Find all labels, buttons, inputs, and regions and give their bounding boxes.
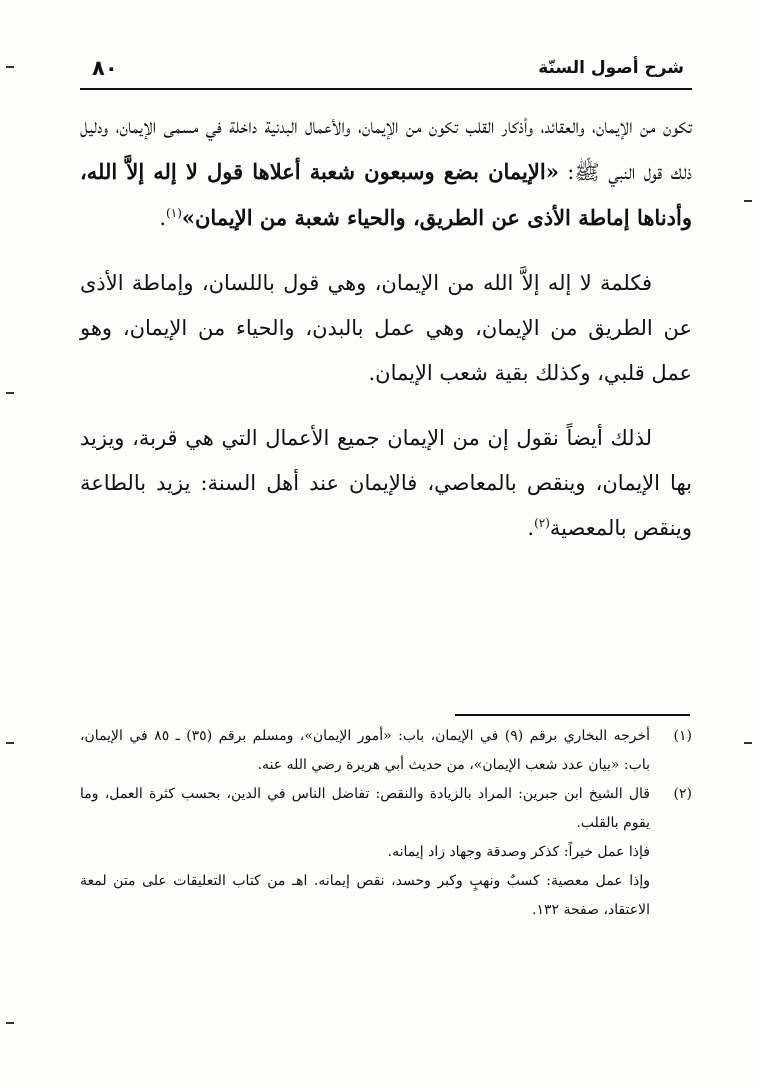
footnote-ref-2[interactable]: (٢) (534, 516, 550, 530)
scan-margin-mark (6, 392, 14, 394)
scan-margin-mark (6, 1022, 14, 1024)
paragraph-2-text: فكلمة لا إله إلاَّ الله من الإيمان، وهي قول باللسان، وإماطة الأذى عن الطريق من الإيمان، وهي عمل بالبدن، والحياء من الإيمان، وهو عمل قلبي، وكذلك بقية شعب الإيمان. (80, 271, 692, 385)
paragraph-3-text: لذلك أيضاً نقول إن من الإيمان جميع الأعمال التي هي قربة، ويزيد بها الإيمان، وينقص بالمعاصي، فالإيمان عند أهل السنة: يزيد بالطاعة وينقص بالمعصية (80, 426, 692, 540)
main-text (80, 104, 692, 571)
paragraph-3 (80, 416, 692, 551)
page-number: ٨٠ (92, 56, 118, 80)
scan-margin-mark (744, 200, 752, 202)
paragraph-1 (80, 104, 692, 241)
scan-margin-mark (6, 742, 14, 744)
paragraph-3-end: . (527, 516, 535, 540)
page-header (80, 58, 692, 84)
paragraph-1-text: تكون من الإيمان، والعقائد، وأذكار القلب تكون من الإيمان، والأعمال البدنية داخلة في مسمى الإيمان، ودليل ذلك قول النبي ﷺ: (80, 114, 692, 184)
scan-margin-mark (6, 66, 14, 68)
footnote-ref-1[interactable]: (١) (166, 206, 182, 220)
running-title: شرح أصول السنّة (538, 58, 684, 78)
footnote-text: أخرجه البخاري برقم (٩) في الإيمان، باب: «أمور الإيمان»، ومسلم برقم (٣٥) ـ ٨٥ في الإيمان، باب: «بيان عدد شعب الإيمان»، من حديث أبي هريرة رضي الله عنه. (80, 728, 650, 773)
footnote-number: (١) (673, 728, 692, 744)
footnote-2 (80, 780, 692, 925)
scan-margin-mark (744, 742, 752, 744)
hadith-quote: «الإيمان بضع وسبعون شعبة أعلاها قول لا إله إلاَّ الله، وأدناها إماطة الأذى عن الطريق، والحياء شعبة من الإيمان» (80, 159, 692, 230)
paragraph-2 (80, 261, 692, 396)
footnote-1 (80, 722, 692, 780)
header-rule (80, 88, 692, 90)
footnote-text: وإذا عمل معصية: كسبٌ ونهبٍ وكبر وحسد، نقص إيمانه. اهـ من كتاب التعليقات على متن لمعة الاعتقاد، صفحة ١٣٢. (80, 873, 650, 918)
footnote-rule (455, 714, 690, 716)
footnotes (80, 722, 692, 925)
paragraph-1-end: . (159, 206, 167, 230)
footnote-text: فإذا عمل خيراً: كذكر وصدقة وجهاد زاد إيمانه. (387, 844, 650, 860)
footnote-number: (٢) (673, 786, 692, 802)
footnote-text: قال الشيخ ابن جبرين: المراد بالزيادة والنقص: تفاضل الناس في الدين، بحسب كثرة العمل، وما يقوم بالقلب. (80, 786, 650, 831)
